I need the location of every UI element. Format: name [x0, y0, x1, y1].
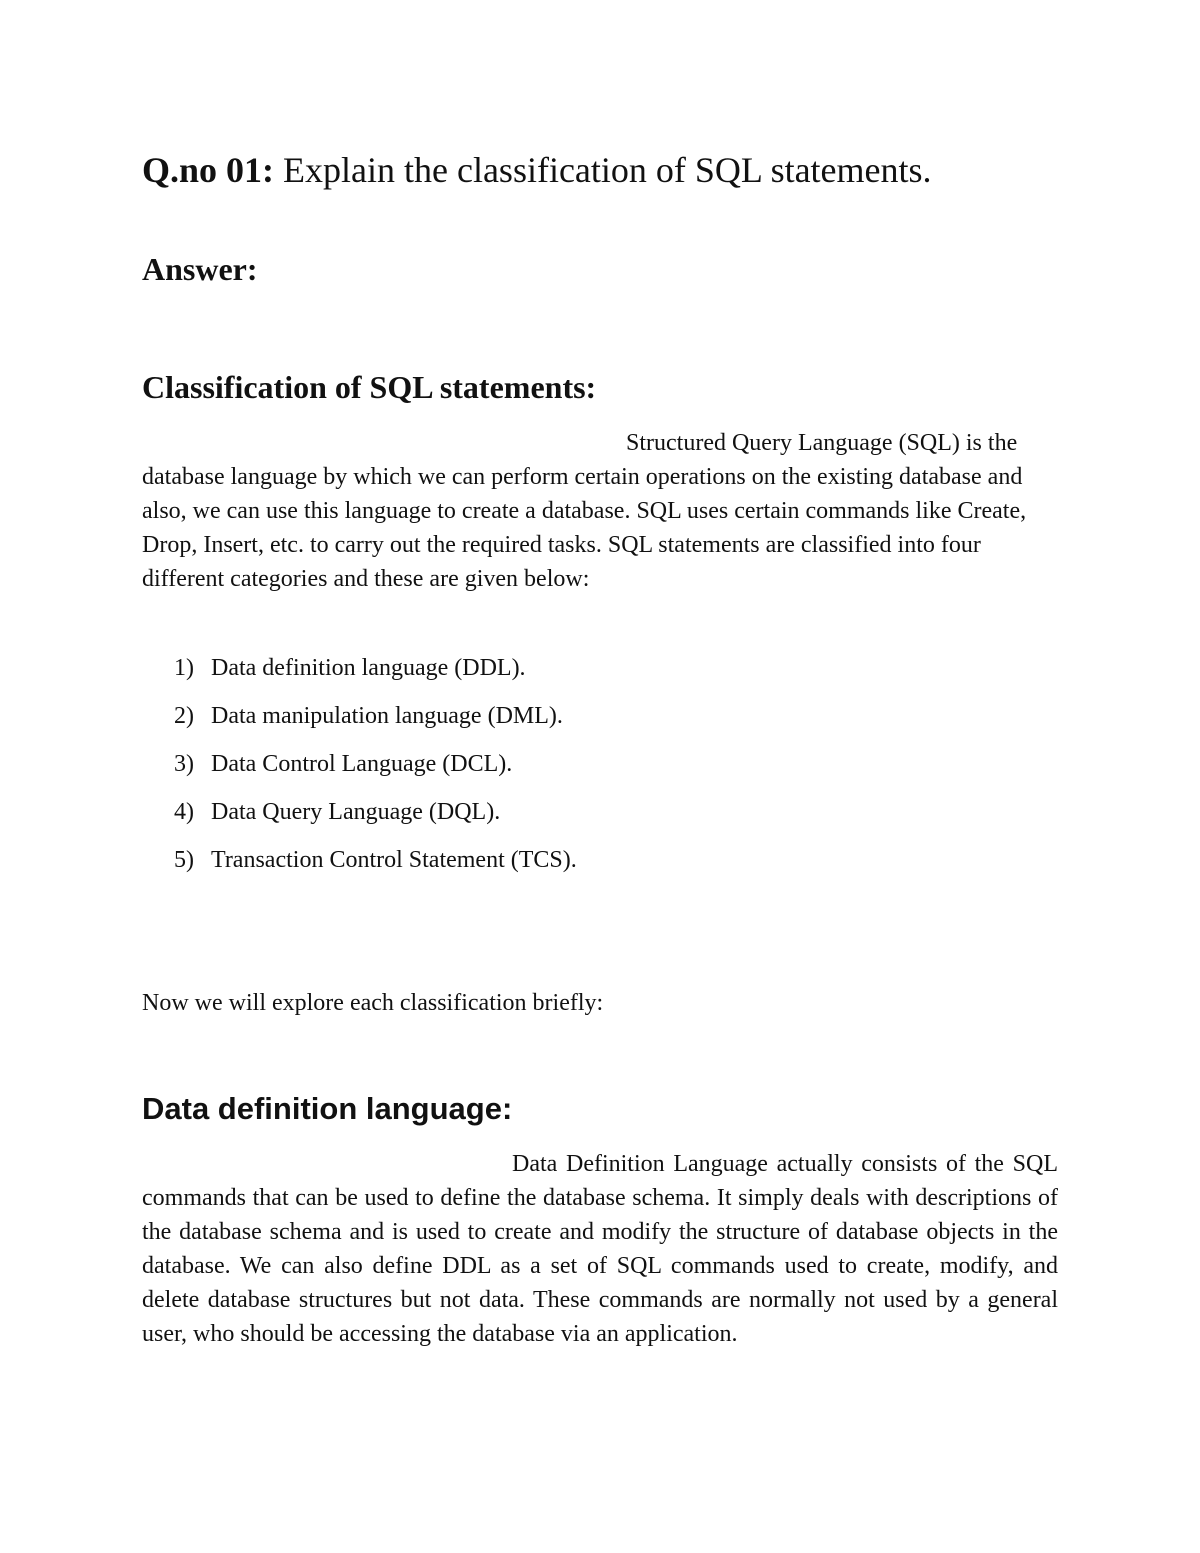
list-item	[174, 844, 577, 892]
sql-categories-list	[174, 652, 577, 892]
list-item-text: Data definition language (DDL).	[211, 655, 526, 681]
list-item	[174, 652, 577, 700]
list-item-text: Data manipulation language (DML).	[211, 703, 563, 729]
list-item-number: 3)	[174, 751, 194, 777]
list-item-number: 2)	[174, 703, 194, 729]
question-number: Q.no 01:	[142, 150, 275, 190]
list-item	[174, 796, 577, 844]
list-item-number: 4)	[174, 799, 194, 825]
list-item	[174, 748, 577, 796]
ddl-paragraph	[142, 1147, 1058, 1351]
question-line	[142, 148, 932, 192]
list-item-text: Data Control Language (DCL).	[211, 751, 513, 777]
list-item-number: 5)	[174, 847, 194, 873]
classification-paragraph-text: Structured Query Language (SQL) is the database language by which we can perform certain operations on the existing database and also, we can use this language to create a database. SQL uses certain commands like Create, Drop, Insert, etc. to carry out the required tasks. SQL statements are classified into four different categories and these are given below:	[142, 430, 1027, 592]
list-item-number: 1)	[174, 655, 194, 681]
ddl-paragraph-text: Data Definition Language actually consists of the SQL commands that can be used to define the database schema. It simply deals with descriptions of the database schema and is used to create and modify the structure of database objects in the database. We can also define DDL as a set of SQL commands used to create, modify, and delete database structures but not data. These commands are normally not used by a general user, who should be accessing the database via an application.	[142, 1151, 1058, 1347]
classification-heading: Classification of SQL statements:	[142, 369, 597, 405]
question-text: Explain the classification of SQL statements.	[283, 150, 932, 190]
answer-label: Answer:	[142, 251, 258, 287]
classification-paragraph	[142, 426, 1058, 596]
explore-text: Now we will explore each classification briefly:	[142, 990, 604, 1016]
list-item	[174, 700, 577, 748]
list-item-text: Data Query Language (DQL).	[211, 799, 501, 825]
list-item-text: Transaction Control Statement (TCS).	[211, 847, 577, 873]
ddl-heading: Data definition language:	[142, 1091, 513, 1126]
